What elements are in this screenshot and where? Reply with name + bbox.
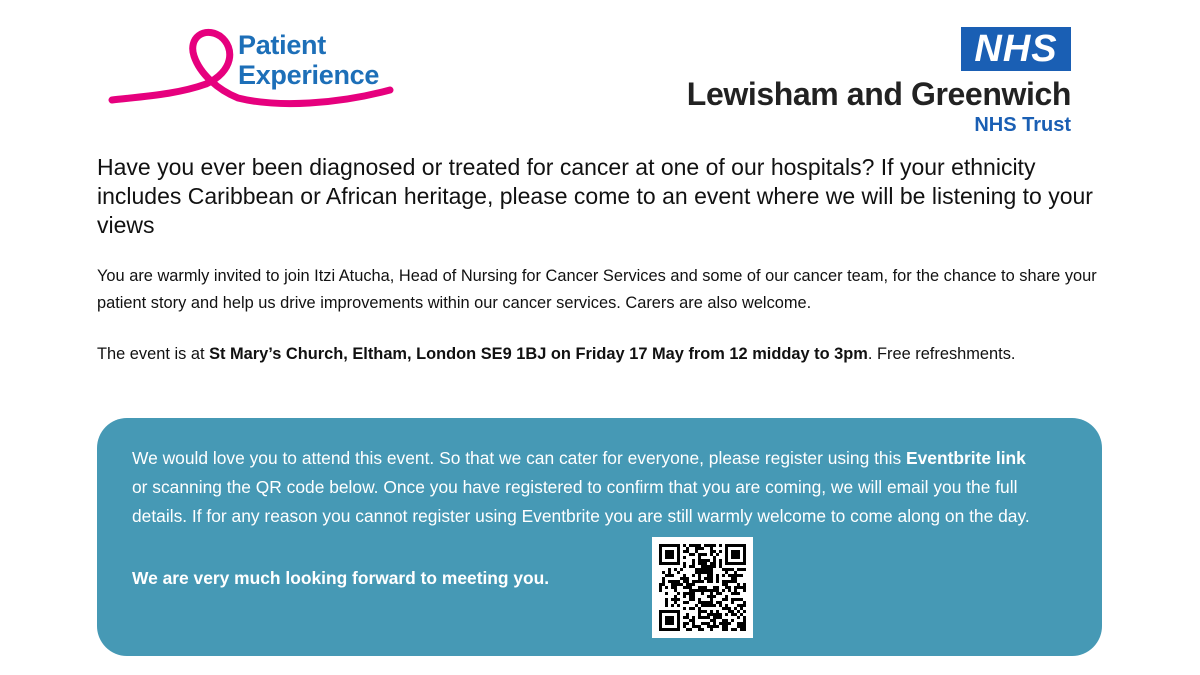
registration-box xyxy=(97,418,1102,656)
closing-message: We are very much looking forward to meeting you. xyxy=(132,568,550,588)
pe-line1: Patient xyxy=(238,30,326,60)
nhs-logo-badge: NHS xyxy=(961,27,1071,71)
trust-subtitle: NHS Trust xyxy=(974,114,1071,136)
qr-code[interactable] xyxy=(652,537,753,638)
eventbrite-link[interactable]: Eventbrite link xyxy=(906,448,1026,468)
registration-text xyxy=(132,444,1042,531)
invitation-paragraph: You are warmly invited to join Itzi Atucha, Head of Nursing for Cancer Services and some of our cancer team, for the chance to share your patient story and help us drive improvements within our cancer services. Carers are also welcome. xyxy=(97,267,1097,312)
event-prefix: The event is at xyxy=(97,345,210,363)
pe-line2: Experience xyxy=(238,60,380,90)
registration-text-before: We would love you to attend this event. So that we can cater for everyone, please register using this xyxy=(132,448,906,468)
patient-experience-wordmark xyxy=(238,30,379,90)
trust-name: Lewisham and Greenwich xyxy=(686,76,1071,112)
event-suffix: . Free refreshments. xyxy=(867,345,1016,363)
qr-code-icon xyxy=(652,537,753,638)
registration-text-after: or scanning the QR code below. Once you have registered to confirm that you are coming, we will email you the full details. If for any reason you cannot register using Eventbrite you are still warmly welcome to come along on the day. xyxy=(132,477,1030,526)
event-details: St Mary’s Church, Eltham, London SE9 1BJ on Friday 17 May from 12 midday to 3pm xyxy=(209,345,868,363)
headline: Have you ever been diagnosed or treated for cancer at one of our hospitals? If your ethnicity includes Caribbean or African heritage, please come to an event where we will be listening to your views xyxy=(97,154,1093,238)
patient-experience-logo xyxy=(108,28,398,118)
event-paragraph xyxy=(97,341,1097,368)
